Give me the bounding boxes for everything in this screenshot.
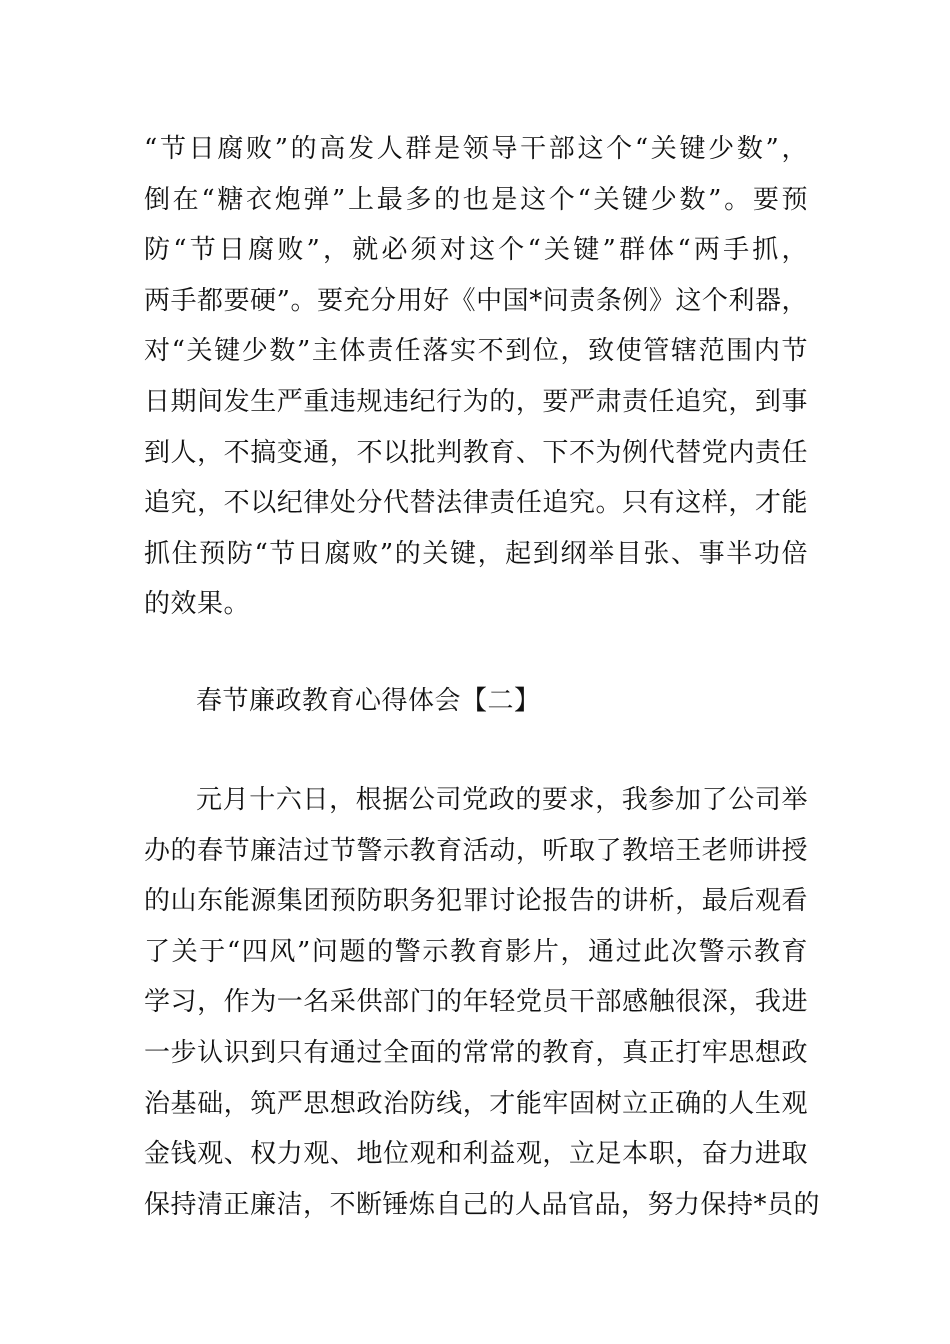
paragraph-2 [144, 775, 821, 1230]
paragraph-line: 追究，不以纪律处分代替法律责任追究。只有这样，才能 [144, 488, 808, 519]
paragraph-line: 元月十六日，根据公司党政的要求，我参加了公司举 [196, 785, 808, 815]
paragraph-line: 一步认识到只有通过全面的常常的教育，真正打牢思想政 [144, 1037, 808, 1068]
paragraph-line: 了关于“四风”问题的警示教育影片，通过此次警示教育 [144, 936, 808, 967]
paragraph-line: 办的春节廉洁过节警示教育活动，听取了教培王老师讲授 [144, 835, 808, 866]
paragraph-line: 治基础，筑严思想政治防线，才能牢固树立正确的人生观 [144, 1088, 808, 1119]
paragraph-line: 到人，不搞变通，不以批判教育、下不为例代替党内责任 [144, 437, 808, 468]
paragraph-line: 的效果。 [144, 589, 251, 620]
paragraph-line: 金钱观、权力观、地位观和利益观，立足本职，奋力进取 [144, 1139, 808, 1170]
paragraph-line: 抓住预防“节日腐败”的关键，起到纲举目张、事半功倍 [144, 538, 808, 569]
paragraph-line: 防“节日腐败”，就必须对这个“关键”群体“两手抓， [144, 235, 808, 266]
paragraph-line: “节日腐败”的高发人群是领导干部这个“关键少数”， [144, 134, 808, 164]
paragraph-1 [144, 124, 808, 630]
paragraph-line: 保持清正廉洁，不断锤炼自己的人品官品，努力保持*员的 [144, 1189, 821, 1220]
paragraph-line: 学习，作为一名采供部门的年轻党员干部感触很深，我进 [144, 987, 808, 1018]
paragraph-line: 对“关键少数”主体责任落实不到位，致使管辖范围内节 [144, 336, 808, 367]
paragraph-line: 的山东能源集团预防职务犯罪讨论报告的讲析，最后观看 [144, 886, 808, 917]
paragraph-line: 两手都要硬”。要充分用好《中国*问责条例》这个利器， [144, 285, 808, 316]
paragraph-line: 倒在“糖衣炮弹”上最多的也是这个“关键少数”。要预 [144, 184, 808, 215]
paragraph-line: 日期间发生严重违规违纪行为的，要严肃责任追究，到事 [144, 386, 808, 417]
section-heading: 春节廉政教育心得体会【二】 [196, 686, 541, 716]
